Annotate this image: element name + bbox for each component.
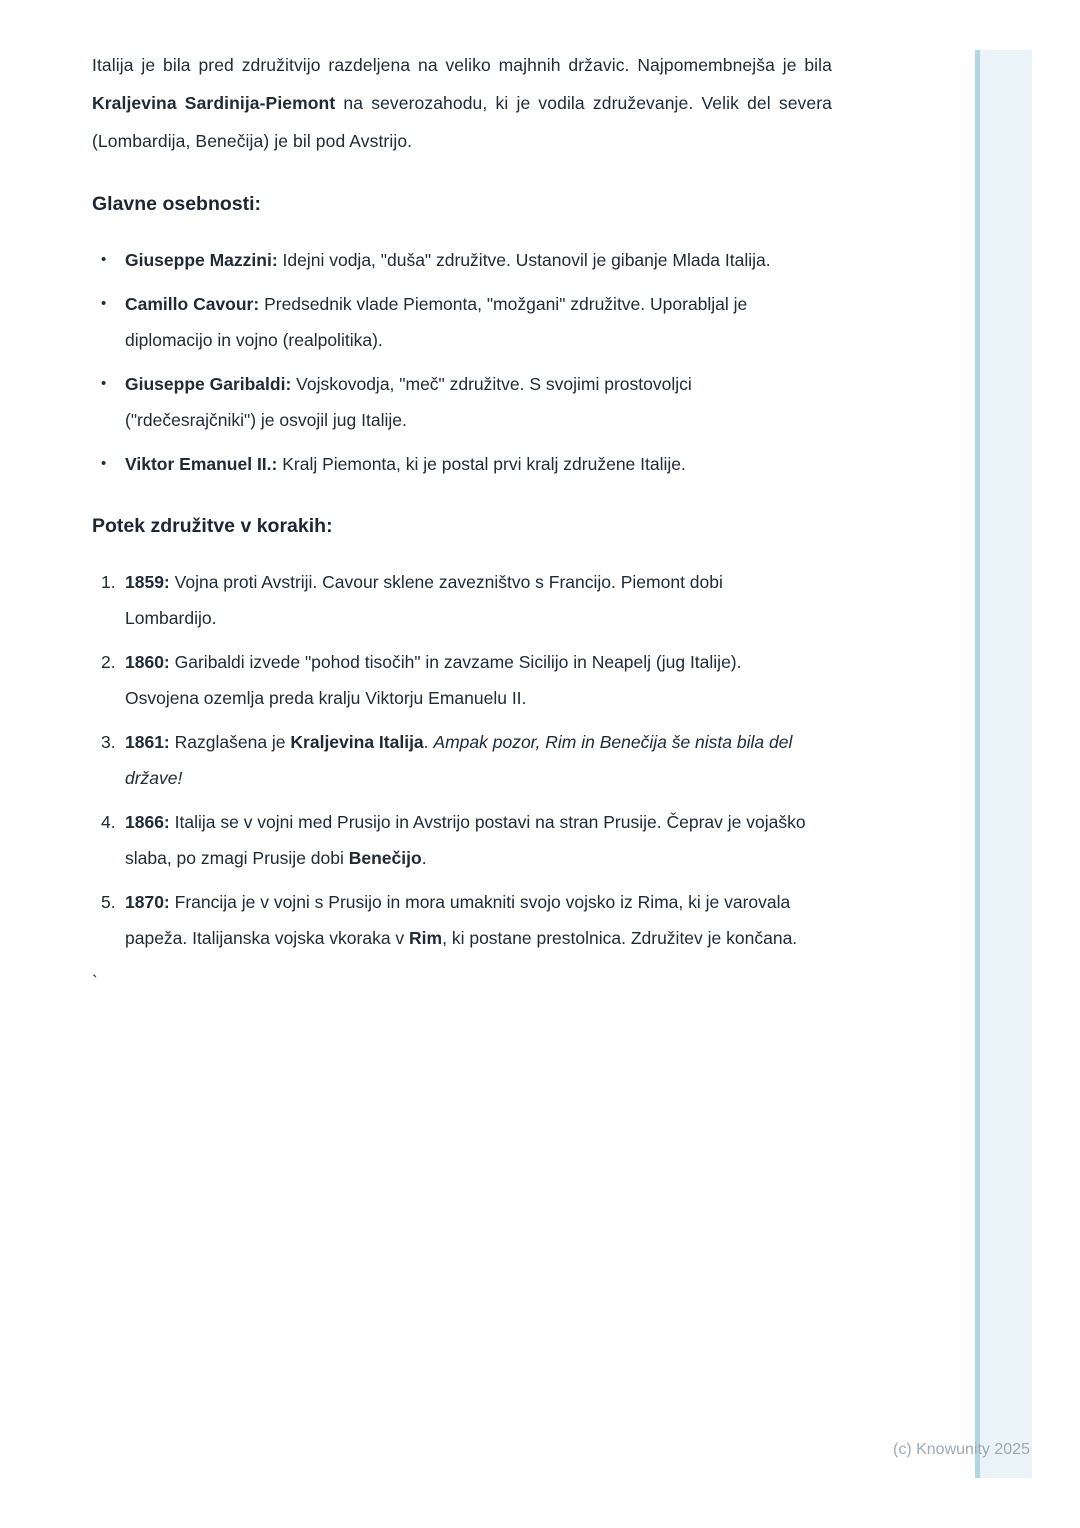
person-description: Idejni vodja, "duša" združitve. Ustanovil je gibanje Mlada Italija.: [277, 250, 771, 270]
step-year: 1861:: [125, 732, 170, 752]
person-description: Kralj Piemonta, ki je postal prvi kralj združene Italije.: [277, 454, 686, 474]
heading-unification-steps: Potek združitve v korakih:: [92, 515, 333, 537]
step-bold-term: Benečijo: [348, 848, 422, 868]
bullet-icon: •: [101, 295, 107, 312]
list-item-text: [125, 286, 807, 358]
bullet-icon: •: [101, 251, 107, 268]
bullet-icon: •: [101, 375, 107, 392]
step-year: 1866:: [125, 812, 170, 832]
list-number: 2.: [101, 652, 116, 672]
list-item-text: [125, 804, 807, 876]
people-list: [92, 242, 832, 482]
step-description: .: [421, 848, 427, 868]
list-number: 4.: [101, 812, 116, 832]
step-italic-note: Ampak pozor, Rim in Benečija še nista bila del države!: [125, 732, 793, 788]
list-item-text: [125, 242, 807, 278]
list-item-text: [125, 366, 807, 438]
intro-text-pre: Italija je bila pred združitvijo razdeljena na veliko majhnih državic. Najpomembnejša je bila: [92, 55, 832, 75]
copyright-notice: (c) Knowunity 2025: [893, 1441, 1030, 1458]
step-description: Razglašena je: [169, 732, 291, 752]
document-content: [92, 46, 832, 1000]
list-item-1861: [92, 724, 807, 796]
list-item-text: [125, 724, 807, 796]
list-item-1860: [92, 644, 807, 716]
intro-text-post: na severozahodu, ki je vodila združevanje. Velik del severa (Lombardija, Benečija) je bil pod Avstrijo.: [92, 93, 833, 151]
step-description: Italija se v vojni med Prusijo in Avstrijo postavi na stran Prusije. Čeprav je vojaško slaba, po zmagi Prusije dobi: [125, 812, 806, 868]
list-number: 1.: [101, 572, 116, 592]
step-year: 1859:: [125, 572, 170, 592]
steps-list: [92, 564, 832, 956]
list-item-garibaldi: [92, 366, 807, 438]
person-name: Giuseppe Mazzini:: [125, 250, 278, 270]
step-bold-term: Kraljevina Italija: [290, 732, 424, 752]
person-description: Vojskovodja, "meč" združitve. S svojimi prostovoljci ("rdečesrajčniki") je osvojil jug Italije.: [125, 374, 692, 430]
stray-backtick: `: [92, 972, 98, 992]
list-item-text: [125, 564, 807, 636]
heading-main-figures: Glavne osebnosti:: [92, 193, 262, 215]
step-description: .: [423, 732, 434, 752]
list-item-text: [125, 446, 807, 482]
person-description: Predsednik vlade Piemonta, "možgani" združitve. Uporabljal je diplomacijo in vojno (realpolitika).: [125, 294, 748, 350]
list-item-mazzini: [92, 242, 807, 278]
person-name: Viktor Emanuel II.:: [125, 454, 278, 474]
list-item-1866: [92, 804, 807, 876]
person-name: Giuseppe Garibaldi:: [125, 374, 292, 394]
bullet-icon: •: [101, 455, 107, 472]
step-description: Garibaldi izvede "pohod tisočih" in zavzame Sicilijo in Neapelj (jug Italije). Osvojena ozemlja preda kralju Viktorju Emanuelu II.: [125, 652, 742, 708]
step-description: Francija je v vojni s Prusijo in mora umakniti svojo vojsko iz Rima, ki je varovala papeža. Italijanska vojska vkoraka v: [125, 892, 791, 948]
person-name: Camillo Cavour:: [125, 294, 260, 314]
intro-paragraph: [92, 46, 832, 160]
list-item-text: [125, 884, 807, 956]
list-item-1870: [92, 884, 807, 956]
step-description: , ki postane prestolnica. Združitev je končana.: [442, 928, 798, 948]
list-number: 3.: [101, 732, 116, 752]
step-bold-term: Rim: [409, 928, 443, 948]
step-year: 1870:: [125, 892, 170, 912]
list-item-1859: [92, 564, 807, 636]
decorative-strip: [975, 50, 1032, 1478]
list-item-text: [125, 644, 807, 716]
intro-bold-term: Kraljevina Sardinija-Piemont: [92, 93, 336, 113]
step-description: Vojna proti Avstriji. Cavour sklene zavezništvo s Francijo. Piemont dobi Lombardijo.: [125, 572, 723, 628]
step-year: 1860:: [125, 652, 170, 672]
list-number: 5.: [101, 892, 116, 912]
list-item-viktor-emanuel: [92, 446, 807, 482]
list-item-cavour: [92, 286, 807, 358]
